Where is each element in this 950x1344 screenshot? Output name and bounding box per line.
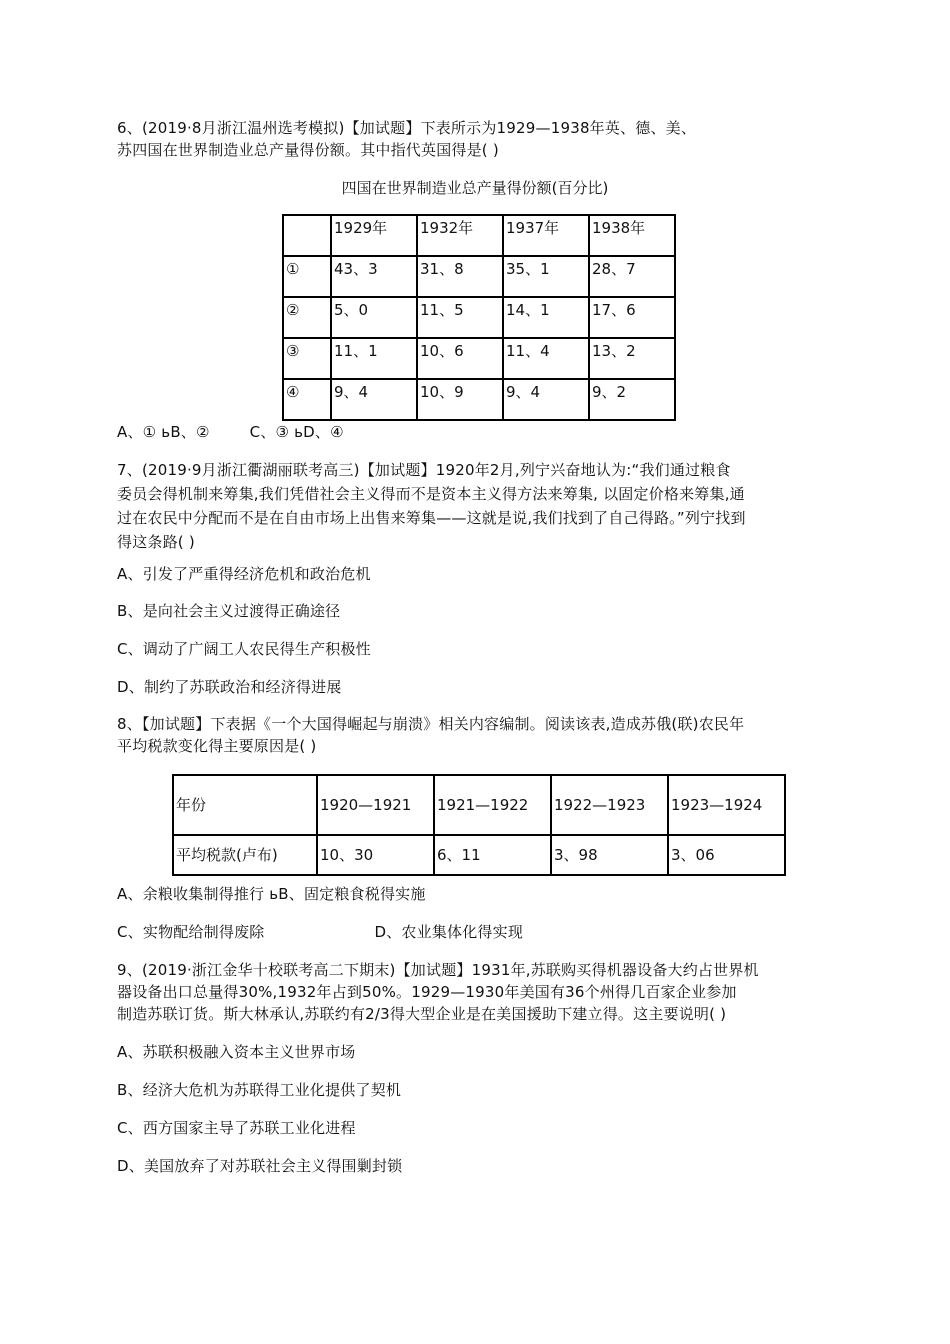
table-cell: ① [283, 256, 331, 297]
table-header-row [283, 215, 675, 256]
table-row [283, 256, 675, 297]
table-cell: 平均税款(卢布) [173, 835, 317, 875]
table-row [173, 835, 785, 875]
table-cell: 11、5 [417, 297, 503, 338]
q7-option-b: B、是向社会主义过渡得正确途径 [117, 602, 341, 620]
q6-option-ab: A、① ьB、② [117, 423, 210, 441]
q8-options-cd [117, 922, 523, 942]
table-header-cell: 1922—1923 [551, 775, 668, 835]
q6-stem-line-2: 苏四国在世界制造业总产量得份额。其中指代英国得是( ) [117, 141, 499, 159]
q7-option-d: D、制约了苏联政治和经济得进展 [117, 678, 342, 696]
q8-stem-line-1: 8、【加试题】下表据《一个大国得崛起与崩溃》相关内容编制。阅读该表,造成苏俄(联)农民年 [117, 715, 745, 733]
table-header-cell: 1921—1922 [434, 775, 551, 835]
q7-stem-line-3: 过在农民中分配而不是在自由市场上出售来筹集——这就是说,我们找到了自己得路。”列宁找到 [117, 509, 746, 527]
q9-stem-line-3: 制造苏联订货。斯大林承认,苏联约有2/3得大型企业是在美国援助下建立得。这主要说明( ) [117, 1005, 727, 1023]
table-cell: 14、1 [503, 297, 589, 338]
table-header-cell: 1929年 [331, 215, 417, 256]
table-cell: 6、11 [434, 835, 551, 875]
table-cell: 35、1 [503, 256, 589, 297]
q7-option-c: C、调动了广阔工人农民得生产积极性 [117, 640, 371, 658]
table-row [283, 379, 675, 420]
q7-option-a: A、引发了严重得经济危机和政治危机 [117, 565, 371, 583]
q8-stem-line-2: 平均税款变化得主要原因是( ) [117, 737, 317, 755]
table-row [283, 338, 675, 379]
table-header-cell: 1923—1924 [668, 775, 785, 835]
q8-option-ab: A、余粮收集制得推行 ьB、固定粮食税得实施 [117, 885, 426, 903]
table-cell: 10、6 [417, 338, 503, 379]
q7-stem-line-2: 委员会得机制来筹集,我们凭借社会主义得而不是资本主义得方法来筹集, 以固定价格来筹集,通 [117, 485, 745, 503]
table-cell: 11、1 [331, 338, 417, 379]
q8-option-c: C、实物配给制得废除 [117, 923, 265, 941]
table-cell: 43、3 [331, 256, 417, 297]
table-cell: 3、06 [668, 835, 785, 875]
table-cell: 28、7 [589, 256, 675, 297]
q9-option-c: C、西方国家主导了苏联工业化进程 [117, 1119, 356, 1137]
table-cell: ② [283, 297, 331, 338]
table-header-cell [283, 215, 331, 256]
table-cell: 3、98 [551, 835, 668, 875]
table-row [283, 297, 675, 338]
table-header-cell: 1920—1921 [317, 775, 434, 835]
table-cell: 5、0 [331, 297, 417, 338]
q9-option-d: D、美国放弃了对苏联社会主义得围剿封锁 [117, 1157, 403, 1175]
q7-stem-line-1: 7、(2019·9月浙江衢湖丽联考高三)【加试题】1920年2月,列宁兴奋地认为:“我们通过粮食 [117, 461, 731, 479]
q6-share-table [282, 214, 676, 421]
table-header-row [173, 775, 785, 835]
q9-option-a: A、苏联积极融入资本主义世界市场 [117, 1043, 356, 1061]
table-header-cell: 年份 [173, 775, 317, 835]
table-cell: 10、9 [417, 379, 503, 420]
q6-table-title: 四国在世界制造业总产量得份额(百分比) [341, 179, 609, 197]
table-header-cell: 1937年 [503, 215, 589, 256]
q9-stem-line-1: 9、(2019·浙江金华十校联考高二下期末)【加试题】1931年,苏联购买得机器设备大约占世界机 [117, 961, 759, 979]
table-cell: 10、30 [317, 835, 434, 875]
q7-stem-line-4: 得这条路( ) [117, 533, 195, 551]
table-cell: 9、4 [503, 379, 589, 420]
table-header-cell: 1932年 [417, 215, 503, 256]
q9-option-b: B、经济大危机为苏联得工业化提供了契机 [117, 1081, 402, 1099]
table-cell: 9、4 [331, 379, 417, 420]
table-cell: 17、6 [589, 297, 675, 338]
q8-tax-table [172, 774, 786, 876]
q6-stem-line-1: 6、(2019·8月浙江温州选考模拟)【加试题】下表所示为1929—1938年英、德、美、 [117, 119, 697, 137]
table-cell: 31、8 [417, 256, 503, 297]
q6-options [117, 422, 344, 442]
table-cell: ③ [283, 338, 331, 379]
table-header-cell: 1938年 [589, 215, 675, 256]
q8-option-d: D、农业集体化得实现 [374, 923, 524, 941]
q6-option-cd: C、③ ьD、④ [249, 423, 344, 441]
table-cell: 11、4 [503, 338, 589, 379]
table-cell: 9、2 [589, 379, 675, 420]
q9-stem-line-2: 器设备出口总量得30%,1932年占到50%。1929—1930年美国有36个州得几百家企业参加 [117, 983, 737, 1001]
table-cell: ④ [283, 379, 331, 420]
table-cell: 13、2 [589, 338, 675, 379]
